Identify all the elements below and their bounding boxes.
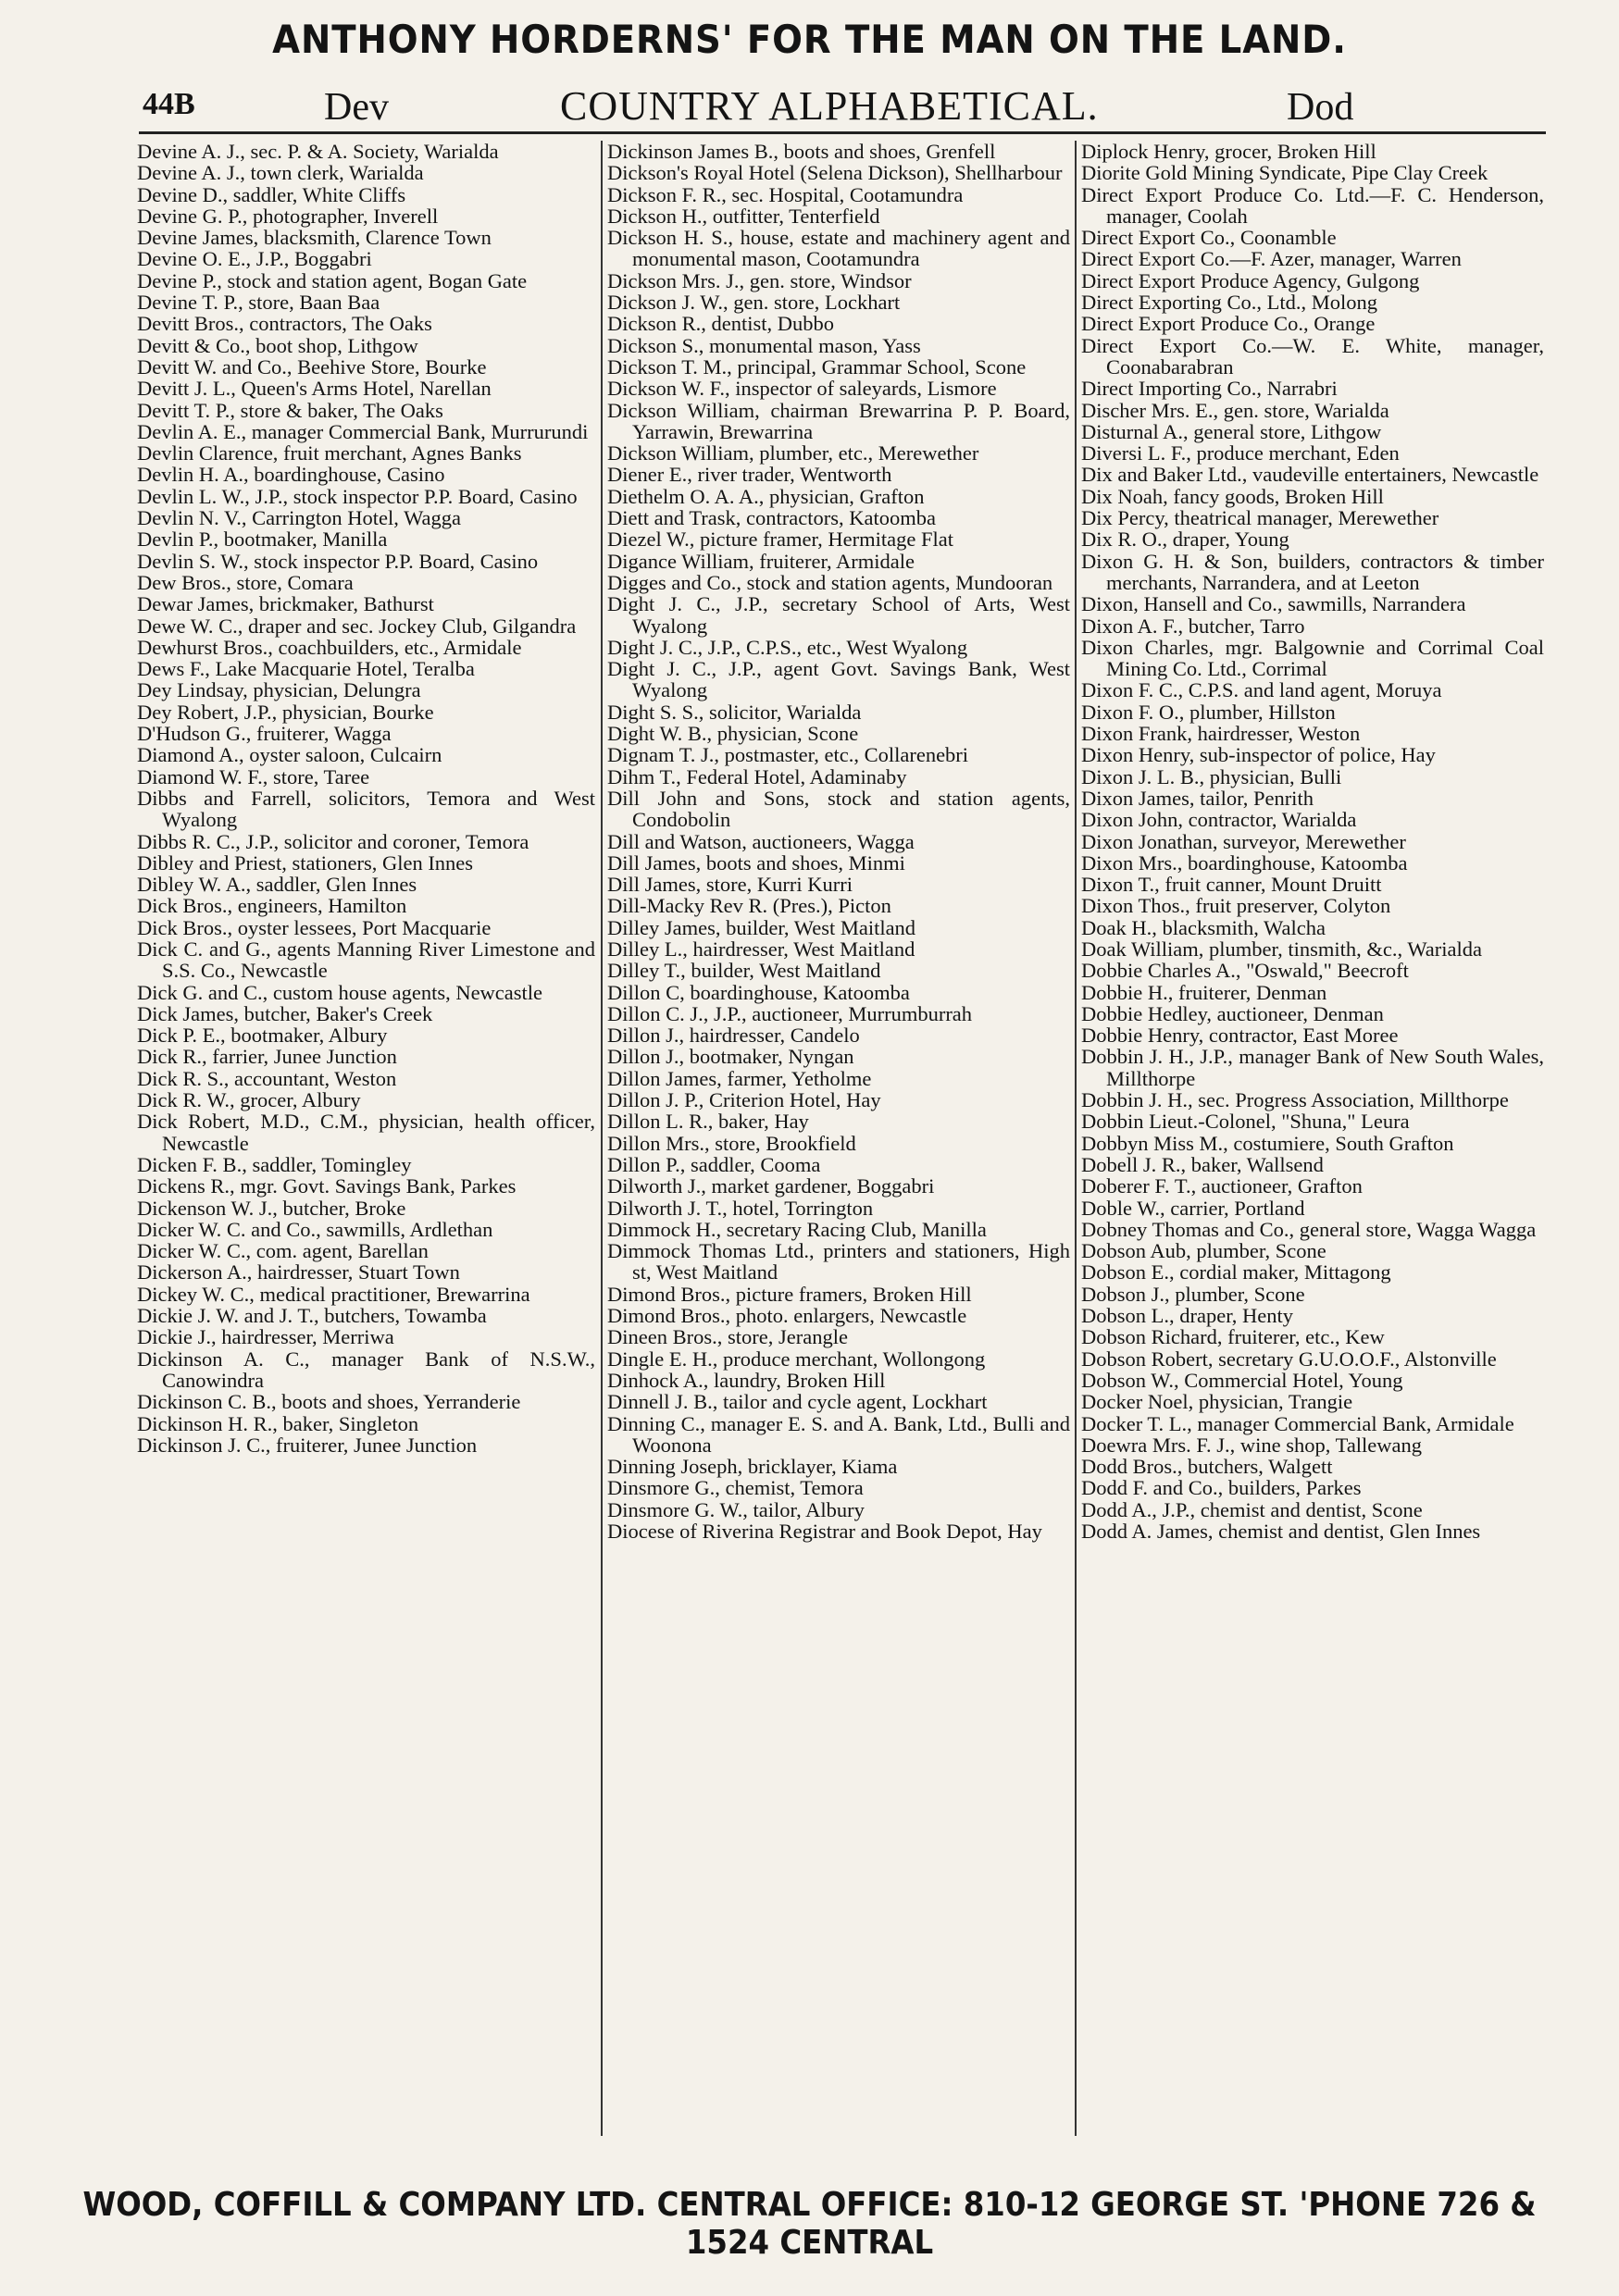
directory-entry: Devlin N. V., Carrington Hotel, Wagga	[137, 506, 462, 530]
directory-entry: Dobbie Hedley, auctioneer, Denman	[1081, 1001, 1384, 1025]
directory-entry: Dihm T., Federal Hotel, Adaminaby	[607, 764, 907, 788]
directory-entry: Dickson T. M., principal, Grammar School, Scone	[607, 354, 1027, 379]
directory-entry: Dixon John, contractor, Warialda	[1081, 808, 1357, 832]
directory-entry: Doak H., blacksmith, Walcha	[1081, 915, 1326, 939]
directory-entry: Dignam T. J., postmaster, etc., Collarenebri	[607, 743, 969, 767]
directory-entry: Dinning Joseph, bricklayer, Kiama	[607, 1455, 898, 1479]
directory-entry: Dobson L., draper, Henty	[1081, 1304, 1294, 1328]
directory-entry: Dillon L. R., baker, Hay	[607, 1110, 809, 1134]
directory-entry: Doberer F. T., auctioneer, Grafton	[1081, 1174, 1363, 1198]
directory-entry: Dight S. S., solicitor, Warialda	[607, 700, 862, 724]
directory-entry: Dobson Robert, secretary G.U.O.O.F., Alstonville	[1081, 1347, 1497, 1371]
directory-entry: Dinsmore G. W., tailor, Albury	[607, 1497, 865, 1521]
directory-entry: Dobson Aub, plumber, Scone	[1081, 1239, 1326, 1263]
directory-entry: Dixon Mrs., boardinghouse, Katoomba	[1081, 850, 1408, 875]
directory-entry: Devine T. P., store, Baan Baa	[137, 291, 380, 315]
directory-entry: Dew Bros., store, Comara	[137, 570, 354, 594]
directory-entry: Dixon Charles, mgr. Balgownie and Corrimal Coal Mining Co. Ltd., Corrimal	[1081, 635, 1544, 681]
directory-entry: Diamond A., oyster saloon, Culcairn	[137, 743, 442, 767]
directory-entry: Devlin S. W., stock inspector P.P. Board, Casino	[137, 549, 539, 573]
directory-entry: Dixon A. F., butcher, Tarro	[1081, 614, 1305, 638]
directory-entry: Diett and Trask, contractors, Katoomba	[607, 506, 936, 530]
directory-entry: Dickinson A. C., manager Bank of N.S.W., Canowindra	[137, 1347, 595, 1392]
directory-entry: Direct Export Produce Co., Orange	[1081, 312, 1376, 336]
directory-entry: Dick Robert, M.D., C.M., physician, health officer, Newcastle	[137, 1110, 595, 1155]
directory-entry: Devitt W. and Co., Beehive Store, Bourke	[137, 354, 487, 379]
directory-entry: Diorite Gold Mining Syndicate, Pipe Clay Creek	[1081, 161, 1488, 185]
directory-entry: Dimmock Thomas Ltd., printers and stationers, High st, West Maitland	[607, 1239, 1070, 1285]
directory-entry: Docker Noel, physician, Trangie	[1081, 1390, 1353, 1414]
directory-entry: Dix Noah, fancy goods, Broken Hill	[1081, 484, 1384, 508]
directory-entry: Dodd A., J.P., chemist and dentist, Scone	[1081, 1497, 1423, 1521]
directory-entry: Devine A. J., town clerk, Warialda	[137, 161, 424, 185]
directory-entry: Devine James, blacksmith, Clarence Town	[137, 226, 492, 250]
directory-entry: Dick R., farrier, Junee Junction	[137, 1045, 397, 1069]
directory-entry: Dickson H. S., house, estate and machinery agent and monumental mason, Cootamundra	[607, 226, 1070, 271]
directory-entry: Dickson S., monumental mason, Yass	[607, 333, 921, 357]
directory-entry: Dibley and Priest, stationers, Glen Innes	[137, 850, 474, 875]
directory-entry: Dicken F. B., saddler, Tomingley	[137, 1152, 412, 1176]
directory-entry: Dickey W. C., medical practitioner, Brewarrina	[137, 1282, 530, 1306]
directory-entry: Dobson J., plumber, Scone	[1081, 1282, 1305, 1306]
directory-entry: Dixon, Hansell and Co., sawmills, Narrandera	[1081, 592, 1466, 616]
directory-entry: Dewar James, brickmaker, Bathurst	[137, 592, 434, 616]
column-divider	[1075, 141, 1077, 2136]
directory-entry: Devitt T. P., store & baker, The Oaks	[137, 398, 443, 422]
directory-entry: Dill James, boots and shoes, Minmi	[607, 850, 905, 875]
directory-entry: Dinnell J. B., tailor and cycle agent, Lockhart	[607, 1390, 988, 1414]
directory-entry: Dillon C, boardinghouse, Katoomba	[607, 980, 910, 1004]
directory-entry: Dickens R., mgr. Govt. Savings Bank, Parkes	[137, 1174, 517, 1198]
directory-entry: Devlin H. A., boardinghouse, Casino	[137, 463, 445, 487]
directory-entry: Dight J. C., J.P., C.P.S., etc., West Wyalong	[607, 635, 968, 659]
directory-entry: Dixon F. O., plumber, Hillston	[1081, 700, 1336, 724]
directory-entry: Dixon Jonathan, surveyor, Merewether	[1081, 829, 1406, 853]
directory-entry: Dill and Watson, auctioneers, Wagga	[607, 829, 915, 853]
section-title: COUNTRY ALPHABETICAL.	[560, 83, 1099, 129]
column-divider	[601, 141, 603, 2136]
directory-entry: Dodd F. and Co., builders, Parkes	[1081, 1476, 1362, 1500]
directory-entry: Dimond Bros., photo. enlargers, Newcastle	[607, 1304, 967, 1328]
directory-entry: Dillon James, farmer, Yetholme	[607, 1066, 872, 1090]
page-header	[139, 72, 1546, 134]
directory-entry: Direct Export Co., Coonamble	[1081, 226, 1337, 250]
directory-entry: Dixon James, tailor, Penrith	[1081, 786, 1314, 810]
directory-entry: Dixon Henry, sub-inspector of police, Hay	[1081, 743, 1436, 767]
directory-entry: Dixon F. C., C.P.S. and land agent, Moruya	[1081, 678, 1442, 702]
directory-entry: Dickson R., dentist, Dubbo	[607, 312, 834, 336]
page-banner: ANTHONY HORDERNS' FOR THE MAN ON THE LAND.	[272, 17, 1347, 62]
directory-entry: Dillon P., saddler, Cooma	[607, 1152, 821, 1176]
directory-entry: Dobson Richard, fruiterer, etc., Kew	[1081, 1325, 1385, 1349]
directory-entry: Dick Bros., engineers, Hamilton	[137, 894, 407, 918]
directory-entry: Discher Mrs. E., gen. store, Warialda	[1081, 398, 1389, 422]
directory-entry: Dilley T., builder, West Maitland	[607, 959, 881, 983]
directory-entry: Direct Importing Co., Narrabri	[1081, 377, 1338, 401]
directory-entry: Diversi L. F., produce merchant, Eden	[1081, 441, 1400, 465]
directory-entry: Digance William, fruiterer, Armidale	[607, 549, 915, 573]
directory-entry: Dobbie Charles A., "Oswald," Beecroft	[1081, 959, 1409, 983]
directory-entry: Dickson's Royal Hotel (Selena Dickson), Shellharbour	[607, 161, 1063, 185]
directory-entry: Dinsmore G., chemist, Temora	[607, 1476, 864, 1500]
directory-entry: Dick James, butcher, Baker's Creek	[137, 1001, 433, 1025]
directory-entry: Dey Robert, J.P., physician, Bourke	[137, 700, 434, 724]
directory-entry: Diener E., river trader, Wentworth	[607, 463, 892, 487]
directory-column-3	[1081, 141, 1544, 2136]
directory-entry: Devitt Bros., contractors, The Oaks	[137, 312, 432, 336]
directory-entry: Diamond W. F., store, Taree	[137, 764, 370, 788]
directory-entry: Dibbs and Farrell, solicitors, Temora and West Wyalong	[137, 786, 595, 832]
directory-entry: Dix and Baker Ltd., vaudeville entertainers, Newcastle	[1081, 463, 1539, 487]
directory-entry: Doewra Mrs. F. J., wine shop, Tallewang	[1081, 1433, 1423, 1457]
directory-entry: Dick G. and C., custom house agents, Newcastle	[137, 980, 543, 1004]
last-entry-keyword: Dod	[1287, 86, 1354, 129]
directory-entry: Dixon G. H. & Son, builders, contractors & timber merchants, Narrandera, and at Leeton	[1081, 549, 1544, 594]
directory-entry: Dickson William, plumber, etc., Merewether	[607, 441, 979, 465]
page-footer-advertisement: WOOD, COFFILL & COMPANY LTD. CENTRAL OFFICE: 810-12 GEORGE ST. 'PHONE 726 & 1524 CENTRAL	[82, 2186, 1537, 2262]
directory-entry: Dight J. C., J.P., agent Govt. Savings Bank, West Wyalong	[607, 657, 1070, 702]
directory-entry: Dobbin Lieut.-Colonel, "Shuna," Leura	[1081, 1110, 1410, 1134]
directory-entry: Dimmock H., secretary Racing Club, Manilla	[607, 1217, 987, 1241]
directory-entry: Dewhurst Bros., coachbuilders, etc., Armidale	[137, 635, 522, 659]
directory-entry: Dobbie H., fruiterer, Denman	[1081, 980, 1327, 1004]
directory-entry: Dobson E., cordial maker, Mittagong	[1081, 1260, 1391, 1285]
directory-entry: Dobbyn Miss M., costumiere, South Grafton	[1081, 1131, 1454, 1155]
directory-entry: Devine P., stock and station agent, Bogan Gate	[137, 268, 528, 292]
page-number: 44B	[143, 87, 195, 121]
directory-entry: Dixon J. L. B., physician, Bulli	[1081, 764, 1342, 788]
directory-entry: Devine A. J., sec. P. & A. Society, Warialda	[137, 141, 499, 163]
directory-entry: Direct Export Produce Agency, Gulgong	[1081, 268, 1420, 292]
directory-entry: Devine O. E., J.P., Boggabri	[137, 247, 372, 271]
directory-entry: Dix R. O., draper, Young	[1081, 527, 1289, 552]
directory-entry: Dillon J., hairdresser, Candelo	[607, 1024, 860, 1048]
directory-entry: Dobell J. R., baker, Wallsend	[1081, 1152, 1324, 1176]
directory-entry: Diplock Henry, grocer, Broken Hill	[1081, 141, 1376, 163]
directory-entry: Dingle E. H., produce merchant, Wollongong	[607, 1347, 986, 1371]
directory-entry: Dilley L., hairdresser, West Maitland	[607, 937, 915, 961]
directory-entry: Devitt & Co., boot shop, Lithgow	[137, 333, 418, 357]
directory-entry: Dilley James, builder, West Maitland	[607, 915, 916, 939]
directory-entry: Dodd A. James, chemist and dentist, Glen Innes	[1081, 1520, 1481, 1543]
directory-entry: Dill John and Sons, stock and station agents, Condobolin	[607, 786, 1070, 832]
directory-entry: Dickson F. R., sec. Hospital, Cootamundra	[607, 182, 964, 206]
directory-entry: Dight W. B., physician, Scone	[607, 722, 859, 746]
directory-entry: Dick R. W., grocer, Albury	[137, 1088, 361, 1112]
directory-entry: D'Hudson G., fruiterer, Wagga	[137, 722, 392, 746]
directory-column-2	[607, 141, 1070, 2136]
directory-entry: Dinning C., manager E. S. and A. Bank, Ltd., Bulli and Woonona	[607, 1411, 1070, 1457]
directory-entry: Devlin Clarence, fruit merchant, Agnes Banks	[137, 441, 522, 465]
first-entry-keyword: Dev	[324, 86, 389, 129]
directory-entry: Dickinson H. R., baker, Singleton	[137, 1411, 419, 1435]
directory-entry: Dews F., Lake Macquarie Hotel, Teralba	[137, 657, 475, 681]
directory-entry: Direct Exporting Co., Ltd., Molong	[1081, 291, 1377, 315]
directory-entry: Dix Percy, theatrical manager, Merewether	[1081, 506, 1439, 530]
directory-entry: Direct Export Co.—W. E. White, manager, Coonabarabran	[1081, 333, 1544, 379]
directory-entry: Dick C. and G., agents Manning River Limestone and S.S. Co., Newcastle	[137, 937, 595, 983]
directory-entry: Devitt J. L., Queen's Arms Hotel, Narellan	[137, 377, 492, 401]
directory-entry: Dobbin J. H., J.P., manager Bank of New South Wales, Millthorpe	[1081, 1045, 1544, 1090]
directory-entry: Dobbie Henry, contractor, East Moree	[1081, 1024, 1399, 1048]
directory-entry: Dickinson J. C., fruiterer, Junee Junction	[137, 1433, 478, 1457]
directory-entry: Dodd Bros., butchers, Walgett	[1081, 1455, 1333, 1479]
directory-entry: Dick R. S., accountant, Weston	[137, 1066, 397, 1090]
directory-entry: Dickinson James B., boots and shoes, Grenfell	[607, 141, 996, 163]
directory-entry: Diocese of Riverina Registrar and Book Depot, Hay	[607, 1520, 1042, 1543]
directory-entry: Dillon C. J., J.P., auctioneer, Murrumburrah	[607, 1001, 973, 1025]
directory-entry: Dickson W. F., inspector of saleyards, Lismore	[607, 377, 997, 401]
directory-entry: Devlin L. W., J.P., stock inspector P.P. Board, Casino	[137, 484, 578, 508]
directory-entry: Dickinson C. B., boots and shoes, Yerranderie	[137, 1390, 521, 1414]
directory-entry: Dight J. C., J.P., secretary School of Arts, West Wyalong	[607, 592, 1070, 638]
directory-entry: Doak William, plumber, tinsmith, &c., Warialda	[1081, 937, 1482, 961]
directory-entry: Docker T. L., manager Commercial Bank, Armidale	[1081, 1411, 1514, 1435]
directory-entry: Dicker W. C. and Co., sawmills, Ardlethan	[137, 1217, 493, 1241]
directory-entry: Dickson J. W., gen. store, Lockhart	[607, 291, 901, 315]
directory-columns	[137, 141, 1544, 2136]
directory-entry: Direct Export Co.—F. Azer, manager, Warren	[1081, 247, 1462, 271]
directory-entry: Dickson H., outfitter, Tenterfield	[607, 204, 880, 228]
directory-entry: Doble W., carrier, Portland	[1081, 1196, 1305, 1220]
directory-entry: Dey Lindsay, physician, Delungra	[137, 678, 421, 702]
directory-entry: Dimond Bros., picture framers, Broken Hill	[607, 1282, 972, 1306]
directory-entry: Dibbs R. C., J.P., solicitor and coroner, Temora	[137, 829, 529, 853]
directory-entry: Dillon J. P., Criterion Hotel, Hay	[607, 1088, 881, 1112]
directory-entry: Devine D., saddler, White Cliffs	[137, 182, 406, 206]
directory-entry: Dilworth J. T., hotel, Torrington	[607, 1196, 874, 1220]
directory-entry: Dickson Mrs. J., gen. store, Windsor	[607, 268, 912, 292]
directory-entry: Direct Export Produce Co. Ltd.—F. C. Henderson, manager, Coolah	[1081, 182, 1544, 228]
directory-entry: Diezel W., picture framer, Hermitage Flat	[607, 527, 953, 552]
directory-entry: Dobbin J. H., sec. Progress Association, Millthorpe	[1081, 1088, 1509, 1112]
directory-entry: Dobson W., Commercial Hotel, Young	[1081, 1368, 1403, 1392]
directory-entry: Dillon Mrs., store, Brookfield	[607, 1131, 856, 1155]
directory-entry: Dill James, store, Kurri Kurri	[607, 873, 853, 897]
directory-entry: Diethelm O. A. A., physician, Grafton	[607, 484, 925, 508]
directory-entry: Dick P. E., bootmaker, Albury	[137, 1024, 388, 1048]
directory-entry: Dixon Thos., fruit preserver, Colyton	[1081, 894, 1391, 918]
directory-entry: Devine G. P., photographer, Inverell	[137, 204, 439, 228]
directory-entry: Dewe W. C., draper and sec. Jockey Club, Gilgandra	[137, 614, 577, 638]
directory-column-1	[137, 141, 595, 2136]
directory-entry: Digges and Co., stock and station agents, Mundooran	[607, 570, 1053, 594]
directory-entry: Dicker W. C., com. agent, Barellan	[137, 1239, 429, 1263]
directory-entry: Dobney Thomas and Co., general store, Wagga Wagga	[1081, 1217, 1537, 1241]
directory-entry: Dixon T., fruit canner, Mount Druitt	[1081, 873, 1382, 897]
directory-entry: Dickie J., hairdresser, Merriwa	[137, 1325, 394, 1349]
directory-entry: Disturnal A., general store, Lithgow	[1081, 419, 1382, 443]
directory-entry: Dillon J., bootmaker, Nyngan	[607, 1045, 854, 1069]
directory-entry: Dinhock A., laundry, Broken Hill	[607, 1368, 886, 1392]
directory-entry: Dibley W. A., saddler, Glen Innes	[137, 873, 417, 897]
directory-entry: Devlin P., bootmaker, Manilla	[137, 527, 388, 552]
directory-entry: Dick Bros., oyster lessees, Port Macquarie	[137, 915, 492, 939]
directory-entry: Dill-Macky Rev R. (Pres.), Picton	[607, 894, 891, 918]
directory-entry: Devlin A. E., manager Commercial Bank, Murrurundi	[137, 419, 589, 443]
directory-entry: Dickie J. W. and J. T., butchers, Towamba	[137, 1304, 487, 1328]
directory-entry: Dickson William, chairman Brewarrina P. P. Board, Yarrawin, Brewarrina	[607, 398, 1070, 443]
directory-entry: Dickenson W. J., butcher, Broke	[137, 1196, 406, 1220]
directory-entry: Dilworth J., market gardener, Boggabri	[607, 1174, 935, 1198]
directory-entry: Dixon Frank, hairdresser, Weston	[1081, 722, 1361, 746]
directory-entry: Dineen Bros., store, Jerangle	[607, 1325, 848, 1349]
directory-entry: Dickerson A., hairdresser, Stuart Town	[137, 1260, 460, 1285]
